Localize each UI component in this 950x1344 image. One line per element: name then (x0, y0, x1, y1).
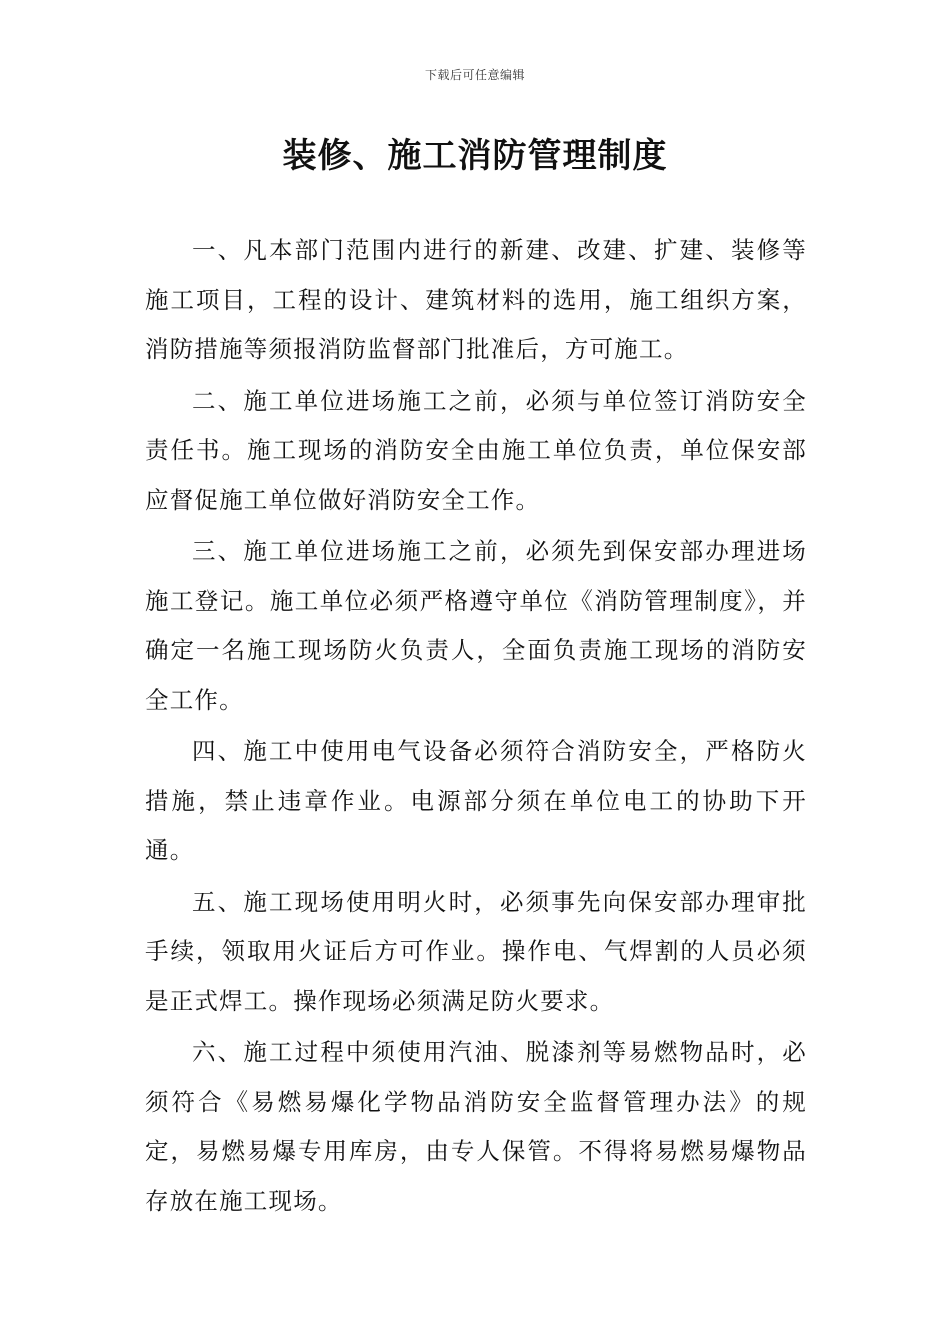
clause-4: 四、施工中使用电气设备必须符合消防安全，严格防火措施，禁止违章作业。电源部分须在单位电工的协助下开通。 (145, 737, 807, 864)
header-note: 下载后可任意编辑 (424, 68, 525, 82)
document-body (145, 226, 807, 1228)
clause-5: 五、施工现场使用明火时，必须事先向保安部办理审批手续，领取用火证后方可作业。操作电、气焊割的人员必须是正式焊工。操作现场必须满足防火要求。 (145, 887, 807, 1015)
clause-6: 六、施工过程中须使用汽油、脱漆剂等易燃物品时，必须符合《易燃易爆化学物品消防安全监督管理办法》的规定，易燃易爆专用库房，由专人保管。不得将易燃易爆物品存放在施工现场。 (145, 1038, 807, 1215)
clause-2: 二、施工单位进场施工之前，必须与单位签订消防安全责任书。施工现场的消防安全由施工单位负责，单位保安部应督促施工单位做好消防安全工作。 (145, 386, 807, 514)
document-title: 装修、施工消防管理制度 (282, 136, 668, 176)
clause-3: 三、施工单位进场施工之前，必须先到保安部办理进场施工登记。施工单位必须严格遵守单位《消防管理制度》，并确定一名施工现场防火负责人，全面负责施工现场的消防安全工作。 (145, 537, 807, 714)
clause-1: 一、凡本部门范围内进行的新建、改建、扩建、装修等施工项目，工程的设计、建筑材料的选用，施工组织方案，消防措施等须报消防监督部门批准后，方可施工。 (145, 236, 807, 363)
